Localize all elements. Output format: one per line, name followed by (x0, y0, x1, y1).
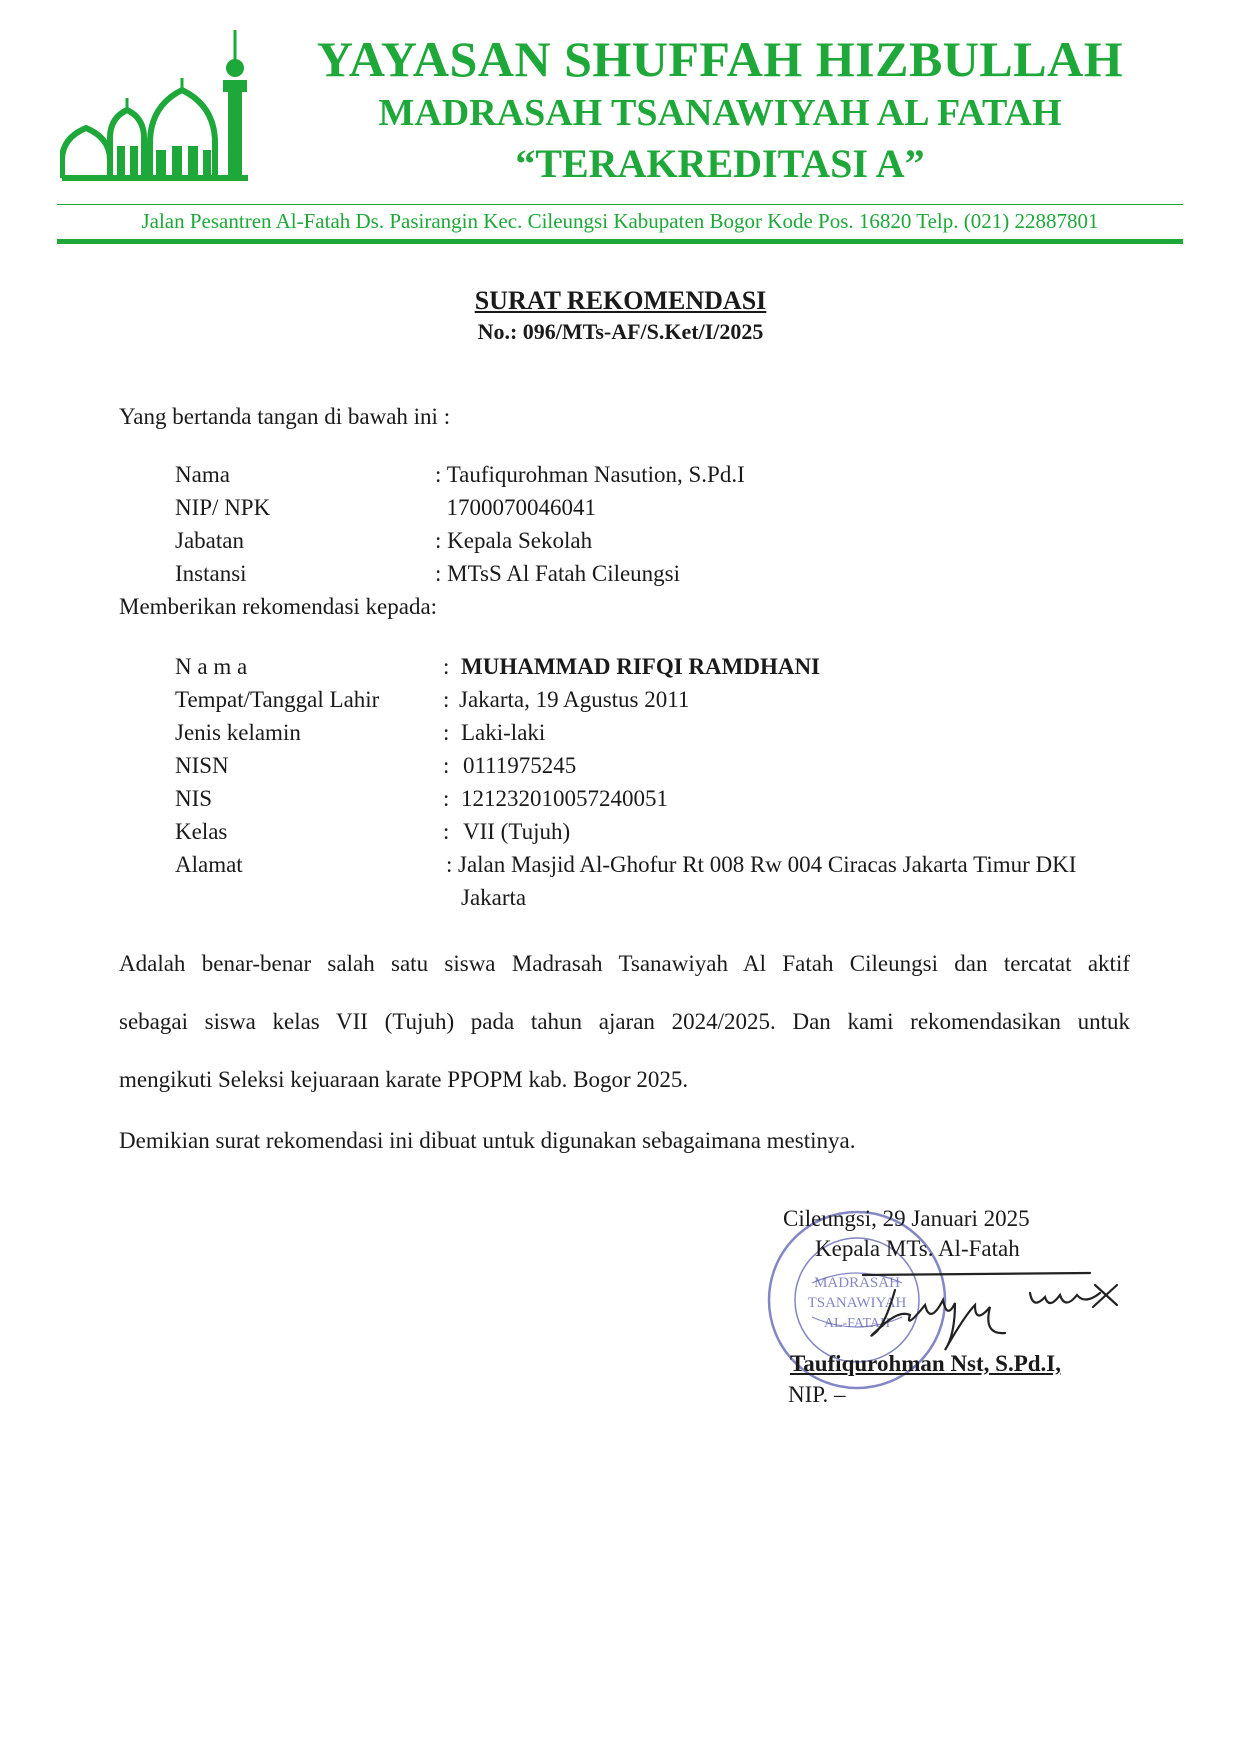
signer-value: 1700070046041 (435, 495, 596, 520)
sign-place-date: Cileungsi, 29 Januari 2025 (783, 1206, 1030, 1231)
colon: : (443, 753, 450, 778)
paragraph-line: Adalah benar-benar salah satu siswa Madrasah Tsanawiyah Al Fatah Cileungsi dan tercatat aktif (119, 951, 1130, 976)
student-address-cont: Jakarta (461, 885, 527, 910)
header-divider-thin (57, 204, 1183, 205)
intro-text: Yang bertanda tangan di bawah ini : (119, 404, 451, 429)
school-address: Jalan Pesantren Al-Fatah Ds. Pasirangin Kec. Cileungsi Kabupaten Bogor Kode Pos. 16820 Telp. (021) 22887801 (141, 209, 1099, 233)
stamp-text-top: MADRASAH (814, 1275, 900, 1291)
colon: : (446, 852, 453, 877)
colon: : (443, 687, 450, 712)
student-label: Jenis kelamin (175, 720, 301, 745)
signer-nip: NIP. – (788, 1382, 846, 1407)
signature-scribble-icon (855, 1255, 1135, 1355)
stamp-text-bot: AL-FATAH (823, 1316, 891, 1331)
colon: : (443, 720, 450, 745)
body-paragraph (119, 950, 1130, 1094)
student-label: Tempat/Tanggal Lahir (175, 687, 380, 712)
document-title: SURAT REKOMENDASI (474, 286, 767, 315)
colon: : (443, 786, 450, 811)
recommend-intro: Memberikan rekomendasi kepada: (119, 594, 438, 619)
signer-name: Taufiqurohman Nst, S.Pd.I, (790, 1351, 1061, 1376)
student-name: MUHAMMAD RIFQI RAMDHANI (461, 654, 821, 679)
student-label: NIS (175, 786, 213, 811)
stamp-text-mid: TSANAWIYAH (807, 1295, 907, 1311)
student-value: Jakarta, 19 Agustus 2011 (459, 687, 690, 712)
signer-label: Instansi (175, 561, 247, 586)
school-name: MADRASAH TSANAWIYAH AL FATAH (378, 92, 1062, 134)
student-label: Kelas (175, 819, 228, 844)
accreditation: “TERAKREDITASI A” (515, 141, 925, 186)
paragraph-line: sebagai siswa kelas VII (Tujuh) pada tahun ajaran 2024/2025. Dan kami rekomendasikan untuk (119, 1009, 1130, 1034)
signer-value: : Taufiqurohman Nasution, S.Pd.I (435, 462, 745, 487)
signer-value: : MTsS Al Fatah Cileungsi (435, 561, 681, 586)
student-value: 0111975245 (463, 753, 577, 778)
signer-value: : Kepala Sekolah (435, 528, 593, 553)
sign-position: Kepala MTs. Al-Fatah (815, 1236, 1020, 1261)
closing-text: Demikian surat rekomendasi ini dibuat untuk digunakan sebagaimana mestinya. (119, 1128, 856, 1153)
paragraph-line: mengikuti Seleksi kejuaraan karate PPOPM kab. Bogor 2025. (119, 1067, 689, 1092)
signer-label: Jabatan (175, 528, 244, 553)
org-name: YAYASAN SHUFFAH HIZBULLAH (316, 31, 1124, 87)
header-divider-thick (57, 239, 1183, 244)
student-label: N a m a (175, 654, 248, 679)
student-label: Alamat (175, 852, 243, 877)
colon: : (443, 819, 450, 844)
mosque-logo-icon (60, 28, 250, 183)
document-number: No.: 096/MTs-AF/S.Ket/I/2025 (477, 319, 764, 344)
student-value: Laki-laki (461, 720, 546, 745)
student-label: NISN (175, 753, 229, 778)
signer-label: NIP/ NPK (175, 495, 271, 520)
signer-label: Nama (175, 462, 230, 487)
student-value: VII (Tujuh) (463, 819, 571, 844)
student-value: 121232010057240051 (461, 786, 668, 811)
student-address: Jalan Masjid Al-Ghofur Rt 008 Rw 004 Ciracas Jakarta Timur DKI (458, 852, 1077, 877)
colon: : (443, 654, 450, 679)
